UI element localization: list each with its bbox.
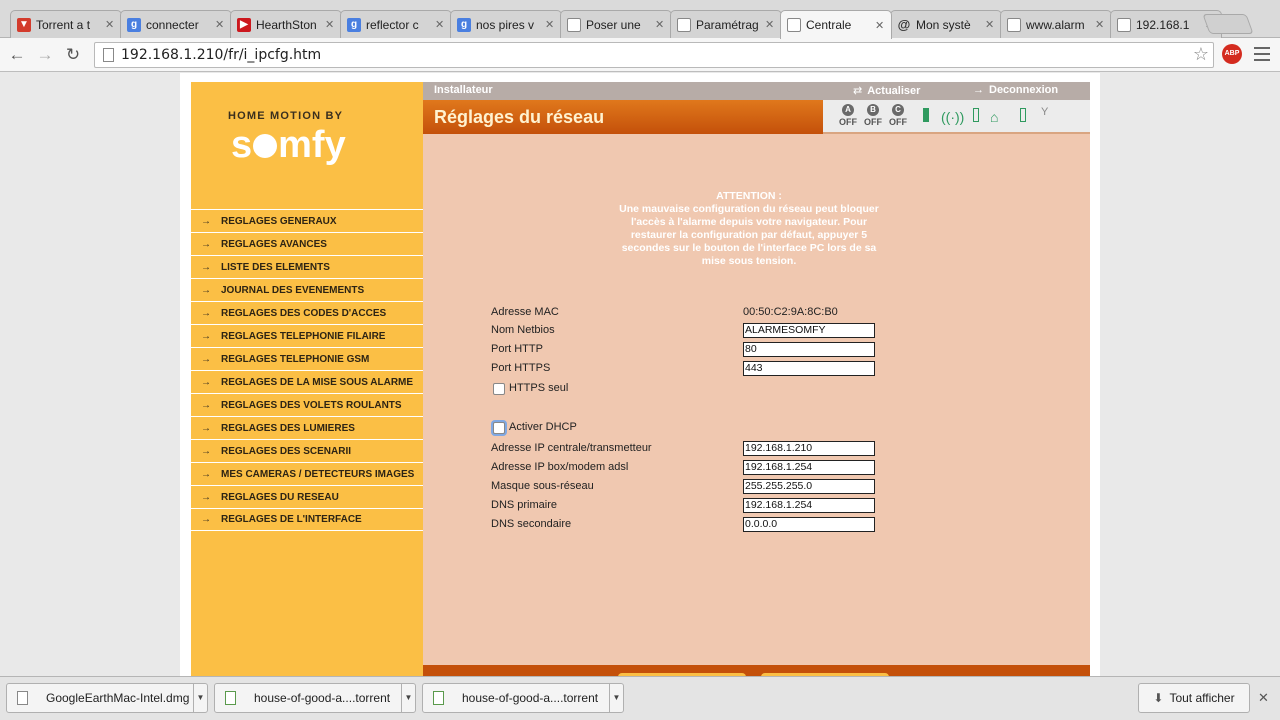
menu-item-reseau[interactable]: → REGLAGES DU RESEAU bbox=[191, 485, 423, 508]
zone-c-status: C OFF bbox=[889, 105, 907, 127]
close-icon[interactable]: ✕ bbox=[325, 19, 335, 31]
menu-item-reglages-generaux[interactable]: → REGLAGES GENERAUX bbox=[191, 209, 423, 232]
menu-item-reglages-avances[interactable]: → REGLAGES AVANCES bbox=[191, 232, 423, 255]
close-icon[interactable]: ✕ bbox=[875, 19, 885, 32]
close-icon[interactable]: ✕ bbox=[435, 19, 445, 31]
url-text: 192.168.1.210/fr/i_ipcfg.htm bbox=[121, 47, 322, 63]
https-only-checkbox[interactable] bbox=[493, 383, 505, 395]
sidebar bbox=[191, 82, 423, 676]
menu-item-liste-elements[interactable]: → LISTE DES ELEMENTS bbox=[191, 255, 423, 278]
menu-item-codes-acces[interactable]: → REGLAGES DES CODES D'ACCES bbox=[191, 301, 423, 324]
arrow-right-icon: → bbox=[201, 330, 211, 342]
page-icon bbox=[103, 48, 114, 62]
zone-b-status: B OFF bbox=[864, 105, 882, 127]
page-icon bbox=[1007, 18, 1021, 32]
https-only-label: HTTPS seul bbox=[509, 382, 569, 394]
battery-icon bbox=[923, 108, 929, 122]
https-port-label: Port HTTPS bbox=[491, 362, 551, 374]
torrent-file-icon bbox=[433, 691, 444, 705]
at-icon: @ bbox=[897, 17, 911, 32]
arrow-right-icon: → bbox=[201, 514, 211, 525]
page-icon bbox=[677, 18, 691, 32]
dns-secondary-label: DNS secondaire bbox=[491, 518, 572, 530]
arrow-right-icon: → bbox=[201, 238, 211, 250]
close-icon[interactable]: ✕ bbox=[215, 19, 225, 31]
home-ok-icon: ⌂ bbox=[990, 109, 999, 125]
arrow-right-icon: → bbox=[201, 307, 211, 319]
arrow-right-icon: → bbox=[201, 284, 211, 296]
menu-item-scenarii[interactable]: → REGLAGES DES SCENARII bbox=[191, 439, 423, 462]
title-bar bbox=[423, 100, 823, 134]
google-icon: g bbox=[127, 18, 141, 32]
back-icon[interactable]: ← bbox=[8, 45, 26, 64]
browser-tab[interactable]: ▼ Torrent a t ✕ bbox=[10, 10, 122, 38]
torrent-icon: ▼ bbox=[17, 18, 31, 32]
menu-item-telephonie-gsm[interactable]: → REGLAGES TELEPHONIE GSM bbox=[191, 347, 423, 370]
main-content bbox=[423, 82, 1090, 676]
browser-tab[interactable]: ▶ HearthSton ✕ bbox=[230, 10, 342, 38]
refresh-icon: ⇄ bbox=[853, 85, 863, 97]
browser-tab[interactable]: g nos pires v ✕ bbox=[450, 10, 562, 38]
close-icon[interactable]: ✕ bbox=[105, 19, 115, 31]
subnet-mask-input[interactable]: 255.255.255.0 bbox=[743, 479, 875, 494]
menu-item-cameras[interactable]: → MES CAMERAS / DETECTEURS IMAGES bbox=[191, 462, 423, 485]
menu-item-volets-roulants[interactable]: → REGLAGES DES VOLETS ROULANTS bbox=[191, 393, 423, 416]
bookmark-star-icon[interactable]: ☆ bbox=[1192, 44, 1209, 65]
subnet-mask-label: Masque sous-réseau bbox=[491, 480, 594, 492]
zone-a-status: A OFF bbox=[839, 105, 857, 127]
download-item[interactable]: house-of-good-a....torrent ▼ bbox=[422, 683, 624, 713]
warning-message: ATTENTION : Une mauvaise configuration du réseau peut bloquer l'accès à l'alarme depuis votre navigateur. Pour restaurer la configuration par défaut, appuyer 5 secondes sur le bouton de l'interface PC lors de sa mise sous tension. bbox=[573, 190, 925, 268]
adblock-icon[interactable]: ABP bbox=[1222, 44, 1242, 64]
footer-band bbox=[423, 665, 1090, 676]
reload-icon[interactable]: ↻ bbox=[65, 45, 81, 64]
mac-value: 00:50:C2:9A:8C:B0 bbox=[743, 306, 838, 318]
browser-tab[interactable]: Poser une ✕ bbox=[560, 10, 672, 38]
warning-title: ATTENTION : bbox=[716, 190, 782, 202]
address-bar[interactable] bbox=[94, 42, 1214, 68]
page-title: Réglages du réseau bbox=[434, 107, 605, 127]
arrow-right-icon: → bbox=[201, 491, 211, 503]
close-icon[interactable]: ✕ bbox=[985, 19, 995, 31]
arrow-right-icon: → bbox=[201, 399, 211, 411]
https-port-input[interactable]: 443 bbox=[743, 361, 875, 376]
logout-link[interactable]: → Deconnexion bbox=[973, 84, 1059, 96]
close-icon[interactable]: ✕ bbox=[655, 19, 665, 31]
arrow-right-icon: → bbox=[201, 468, 211, 480]
page-icon bbox=[1117, 18, 1131, 32]
arrow-right-icon: → bbox=[201, 261, 211, 273]
dhcp-checkbox[interactable] bbox=[493, 422, 505, 434]
dns-primary-input[interactable]: 192.168.1.254 bbox=[743, 498, 875, 513]
file-icon bbox=[17, 691, 28, 705]
ip-input[interactable]: 192.168.1.210 bbox=[743, 441, 875, 456]
arrow-right-icon: → bbox=[201, 422, 211, 434]
arrow-right-icon: → bbox=[201, 353, 211, 365]
google-icon: g bbox=[457, 18, 471, 32]
zone-a-icon: A bbox=[842, 104, 854, 116]
arrow-right-icon: → bbox=[201, 215, 211, 227]
show-all-downloads-button[interactable]: ⬇ Tout afficher bbox=[1138, 683, 1250, 713]
browser-tab-active[interactable]: Centrale ✕ bbox=[780, 10, 892, 39]
browser-tab[interactable]: g reflector c ✕ bbox=[340, 10, 452, 38]
browser-toolbar bbox=[0, 38, 1280, 72]
zone-c-icon: C bbox=[892, 104, 904, 116]
netbios-label: Nom Netbios bbox=[491, 324, 555, 336]
dns-secondary-input[interactable]: 0.0.0.0 bbox=[743, 517, 875, 532]
close-icon[interactable]: ✕ bbox=[765, 19, 775, 31]
http-port-input[interactable]: 80 bbox=[743, 342, 875, 357]
close-icon[interactable]: ✕ bbox=[545, 19, 555, 31]
download-item[interactable]: house-of-good-a....torrent ▼ bbox=[214, 683, 416, 713]
close-icon[interactable]: ✕ bbox=[1095, 19, 1105, 31]
menu-item-interface[interactable]: → REGLAGES DE L'INTERFACE bbox=[191, 508, 423, 531]
page-icon bbox=[787, 18, 801, 32]
logo-tagline: HOME MOTION BY bbox=[228, 110, 344, 122]
browser-menu-icon[interactable] bbox=[1254, 47, 1270, 61]
menu-item-mise-sous-alarme[interactable]: → REGLAGES DE LA MISE SOUS ALARME bbox=[191, 370, 423, 393]
download-item[interactable]: GoogleEarthMac-Intel.dmg ▼ bbox=[6, 683, 208, 713]
browser-tab[interactable]: www.alarm ✕ bbox=[1000, 10, 1112, 38]
browser-tab[interactable]: Paramétrag ✕ bbox=[670, 10, 782, 38]
battery-empty-icon bbox=[973, 108, 979, 122]
arrow-right-icon: → bbox=[201, 445, 211, 457]
status-bar bbox=[823, 100, 1090, 134]
logo-o-mark bbox=[253, 134, 277, 158]
page-icon bbox=[567, 18, 581, 32]
browser-tab[interactable]: @ Mon systè ✕ bbox=[890, 10, 1002, 38]
antenna-icon: Y bbox=[1041, 106, 1049, 118]
http-port-label: Port HTTP bbox=[491, 343, 543, 355]
menu-item-lumieres[interactable]: → REGLAGES DES LUMIERES bbox=[191, 416, 423, 439]
youtube-icon: ▶ bbox=[237, 18, 251, 32]
user-role: Installateur bbox=[434, 84, 493, 96]
gateway-input[interactable]: 192.168.1.254 bbox=[743, 460, 875, 475]
ip-label: Adresse IP centrale/transmetteur bbox=[491, 442, 652, 454]
close-icon[interactable]: ✕ bbox=[1258, 690, 1269, 705]
arrow-right-icon: → bbox=[973, 84, 984, 96]
mac-label: Adresse MAC bbox=[491, 306, 559, 318]
chevron-down-icon[interactable]: ▼ bbox=[193, 684, 207, 712]
chevron-down-icon[interactable]: ▼ bbox=[609, 684, 623, 712]
dns-primary-label: DNS primaire bbox=[491, 499, 558, 511]
chevron-down-icon[interactable]: ▼ bbox=[401, 684, 415, 712]
somfy-logo bbox=[191, 82, 423, 209]
forward-icon[interactable]: → bbox=[36, 45, 54, 64]
browser-tab[interactable]: g connecter ✕ bbox=[120, 10, 232, 38]
downloads-shelf bbox=[0, 676, 1280, 720]
page-body bbox=[180, 73, 1100, 676]
download-arrow-icon: ⬇ bbox=[1153, 691, 1164, 705]
logo-brand: s mfy bbox=[231, 124, 346, 166]
dhcp-label: Activer DHCP bbox=[509, 421, 577, 433]
torrent-file-icon bbox=[225, 691, 236, 705]
gateway-label: Adresse IP box/modem adsl bbox=[491, 461, 629, 473]
netbios-input[interactable]: ALARMESOMFY bbox=[743, 323, 875, 338]
gsm-icon bbox=[1020, 108, 1026, 122]
arrow-right-icon: → bbox=[201, 376, 211, 388]
menu-item-journal-evenements[interactable]: → JOURNAL DES EVENEMENTS bbox=[191, 278, 423, 301]
new-tab-button[interactable] bbox=[1202, 14, 1253, 34]
refresh-link[interactable]: ⇄ Actualiser bbox=[853, 85, 921, 97]
header-bar bbox=[423, 82, 1090, 100]
menu-item-telephonie-filaire[interactable]: → REGLAGES TELEPHONIE FILAIRE bbox=[191, 324, 423, 347]
page-viewport bbox=[0, 73, 1280, 676]
zone-b-icon: B bbox=[867, 104, 879, 116]
tab-strip bbox=[0, 0, 1280, 38]
google-icon: g bbox=[347, 18, 361, 32]
sidebar-menu bbox=[191, 209, 423, 531]
browser-tab[interactable]: 192.168.1 bbox=[1110, 10, 1222, 38]
radio-signal-icon: ((·)) bbox=[941, 109, 965, 125]
